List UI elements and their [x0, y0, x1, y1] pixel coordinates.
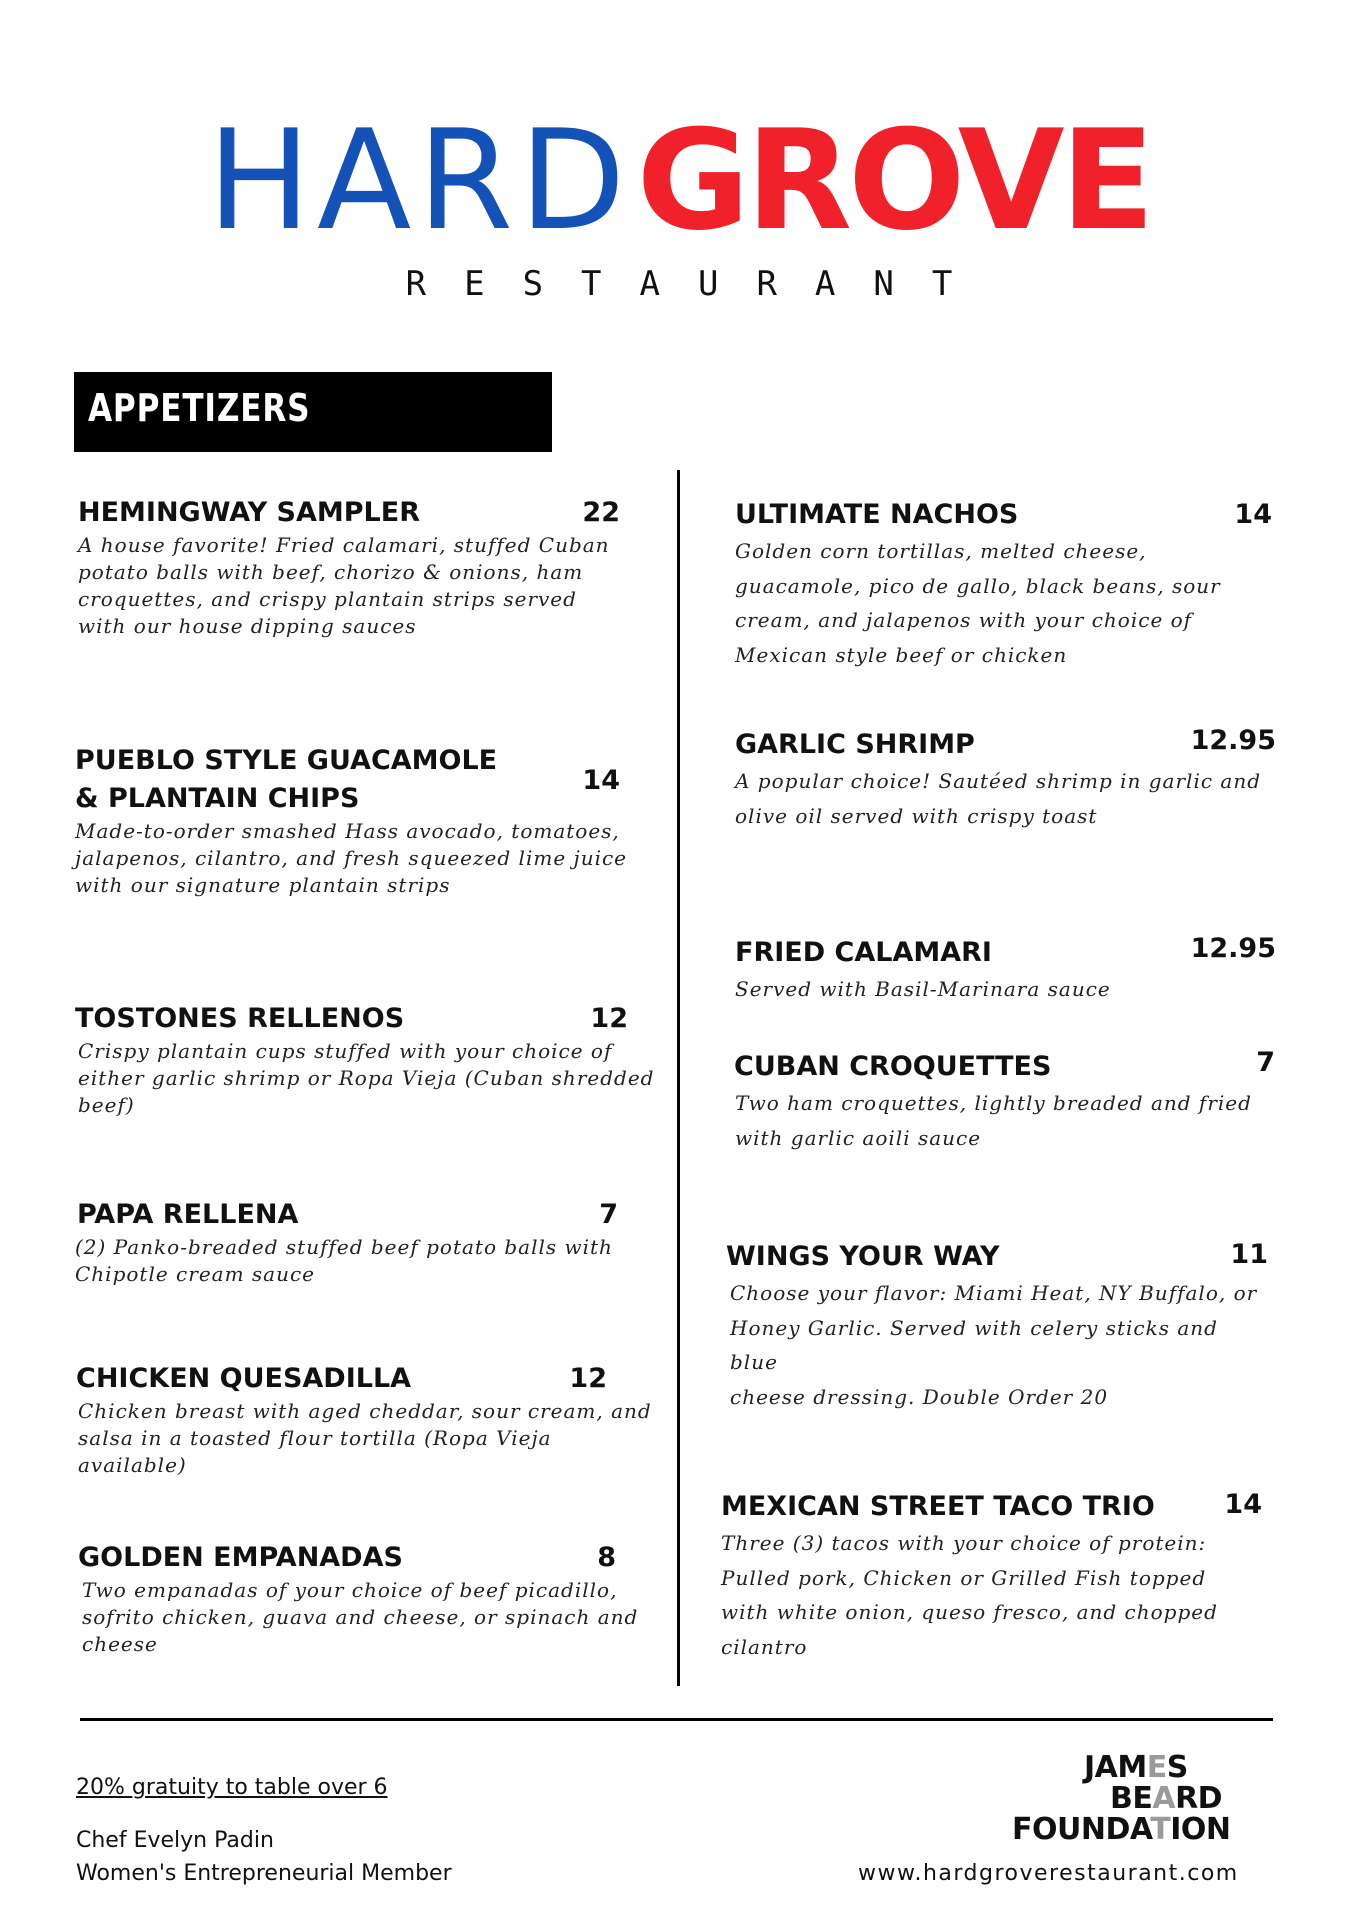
menu-item-golden-empanadas: [78, 1539, 658, 1658]
item-name: TOSTONES RELLENOS: [75, 1003, 405, 1034]
item-name: ULTIMATE NACHOS: [735, 499, 1019, 530]
menu-item-fried-calamari: [735, 934, 1275, 1007]
menu-item-pueblo-guacamole: [75, 742, 655, 899]
logo-word-grove: GROVE: [636, 100, 1151, 261]
james-beard-foundation-logo: [1012, 1752, 1248, 1845]
item-name: PAPA RELLENA: [77, 1199, 299, 1230]
menu-item-tostones-rellenos: [75, 1000, 655, 1119]
menu-item-wings-your-way: [726, 1238, 1271, 1414]
logo-line-james: JAMES: [1084, 1750, 1188, 1785]
item-price: 14: [1224, 1489, 1262, 1520]
item-name: FRIED CALAMARI: [735, 937, 992, 968]
item-price: 14: [582, 765, 620, 796]
item-name: WINGS YOUR WAY: [726, 1241, 1000, 1272]
logo-line-foundation: FOUNDATION: [1012, 1812, 1231, 1847]
item-price: 14: [1234, 499, 1272, 530]
item-price: 7: [1256, 1047, 1275, 1078]
item-description: Two ham croquettes, lightly breaded and fried with garlic aoili sauce: [735, 1091, 1252, 1150]
section-title: APPETIZERS: [88, 386, 311, 430]
item-name: GOLDEN EMPANADAS: [78, 1542, 403, 1573]
logo-word-hard: HARD: [207, 100, 632, 261]
item-description: Served with Basil-Marinara sauce: [735, 977, 1111, 1001]
section-header: [74, 372, 552, 452]
menu-item-mexican-taco-trio: [721, 1488, 1266, 1664]
logo-line-beard: BEARD: [1110, 1781, 1223, 1816]
item-name-line2: & PLANTAIN CHIPS: [75, 783, 360, 814]
item-price: 8: [597, 1542, 616, 1573]
item-description: Three (3) tacos with your choice of protein: Pulled pork, Chicken or Grilled Fish topped with white onion, queso fresco, and chopped cilantro: [721, 1531, 1218, 1659]
website-url: www.hardgroverestaurant.com: [858, 1861, 1239, 1886]
menu-item-hemingway-sampler: [78, 494, 624, 640]
chef-name: Chef Evelyn Padin: [76, 1828, 274, 1853]
item-price: 7: [599, 1199, 618, 1230]
item-description: Choose your flavor: Miami Heat, NY Buffalo, or Honey Garlic. Served with celery sticks and blue cheese dressing. Double Order 20: [730, 1281, 1258, 1409]
menu-item-chicken-quesadilla: [76, 1360, 656, 1479]
item-name: CHICKEN QUESADILLA: [76, 1363, 412, 1394]
footer-divider: [80, 1718, 1273, 1721]
item-price: 12: [590, 1003, 628, 1034]
restaurant-subtitle: RESTAURANT: [405, 264, 991, 304]
menu-item-ultimate-nachos: [735, 496, 1275, 672]
item-name: HEMINGWAY SAMPLER: [78, 497, 420, 528]
item-description: A house favorite! Fried calamari, stuffed Cuban potato balls with beef, chorizo & onions, ham croquettes, and crispy plantain strips served with our house dipping sauces: [78, 533, 610, 638]
column-divider: [677, 470, 680, 1686]
menu-item-cuban-croquettes: [734, 1048, 1274, 1155]
item-description: (2) Panko-breaded stuffed beef potato balls with Chipotle cream sauce: [75, 1235, 613, 1286]
item-description: Chicken breast with aged cheddar, sour cream, and salsa in a toasted flour tortilla (Ropa Vieja available): [78, 1399, 652, 1477]
item-price: 12.95: [1190, 933, 1276, 964]
item-price: 12: [569, 1363, 607, 1394]
item-price: 22: [582, 497, 620, 528]
item-description: Crispy plantain cups stuffed with your choice of either garlic shrimp or Ropa Vieja (Cuban shredded beef): [78, 1039, 655, 1117]
membership-note: Women's Entrepreneurial Member: [76, 1861, 452, 1886]
item-name: CUBAN CROQUETTES: [734, 1051, 1052, 1082]
item-description: Golden corn tortillas, melted cheese, guacamole, pico de gallo, black beans, sour cream, and jalapenos with your choice of Mexican style beef or chicken: [735, 539, 1221, 667]
item-description: Two empanadas of your choice of beef picadillo, sofrito chicken, guava and cheese, or spinach and cheese: [82, 1578, 639, 1656]
item-name-line1: PUEBLO STYLE GUACAMOLE: [75, 745, 498, 776]
item-name: GARLIC SHRIMP: [735, 729, 975, 760]
menu-item-papa-rellena: [75, 1196, 655, 1288]
item-description: Made-to-order smashed Hass avocado, tomatoes, jalapenos, cilantro, and fresh squeezed lime juice with our signature plantain strips: [75, 819, 628, 897]
item-description: A popular choice! Sautéed shrimp in garlic and olive oil served with crispy toast: [735, 769, 1261, 828]
menu-item-garlic-shrimp: [735, 726, 1275, 833]
item-price: 11: [1230, 1239, 1268, 1270]
restaurant-logo: [0, 100, 1358, 261]
item-name: MEXICAN STREET TACO TRIO: [721, 1491, 1155, 1522]
gratuity-note: 20% gratuity to table over 6: [76, 1775, 388, 1800]
item-price: 12.95: [1190, 725, 1276, 756]
